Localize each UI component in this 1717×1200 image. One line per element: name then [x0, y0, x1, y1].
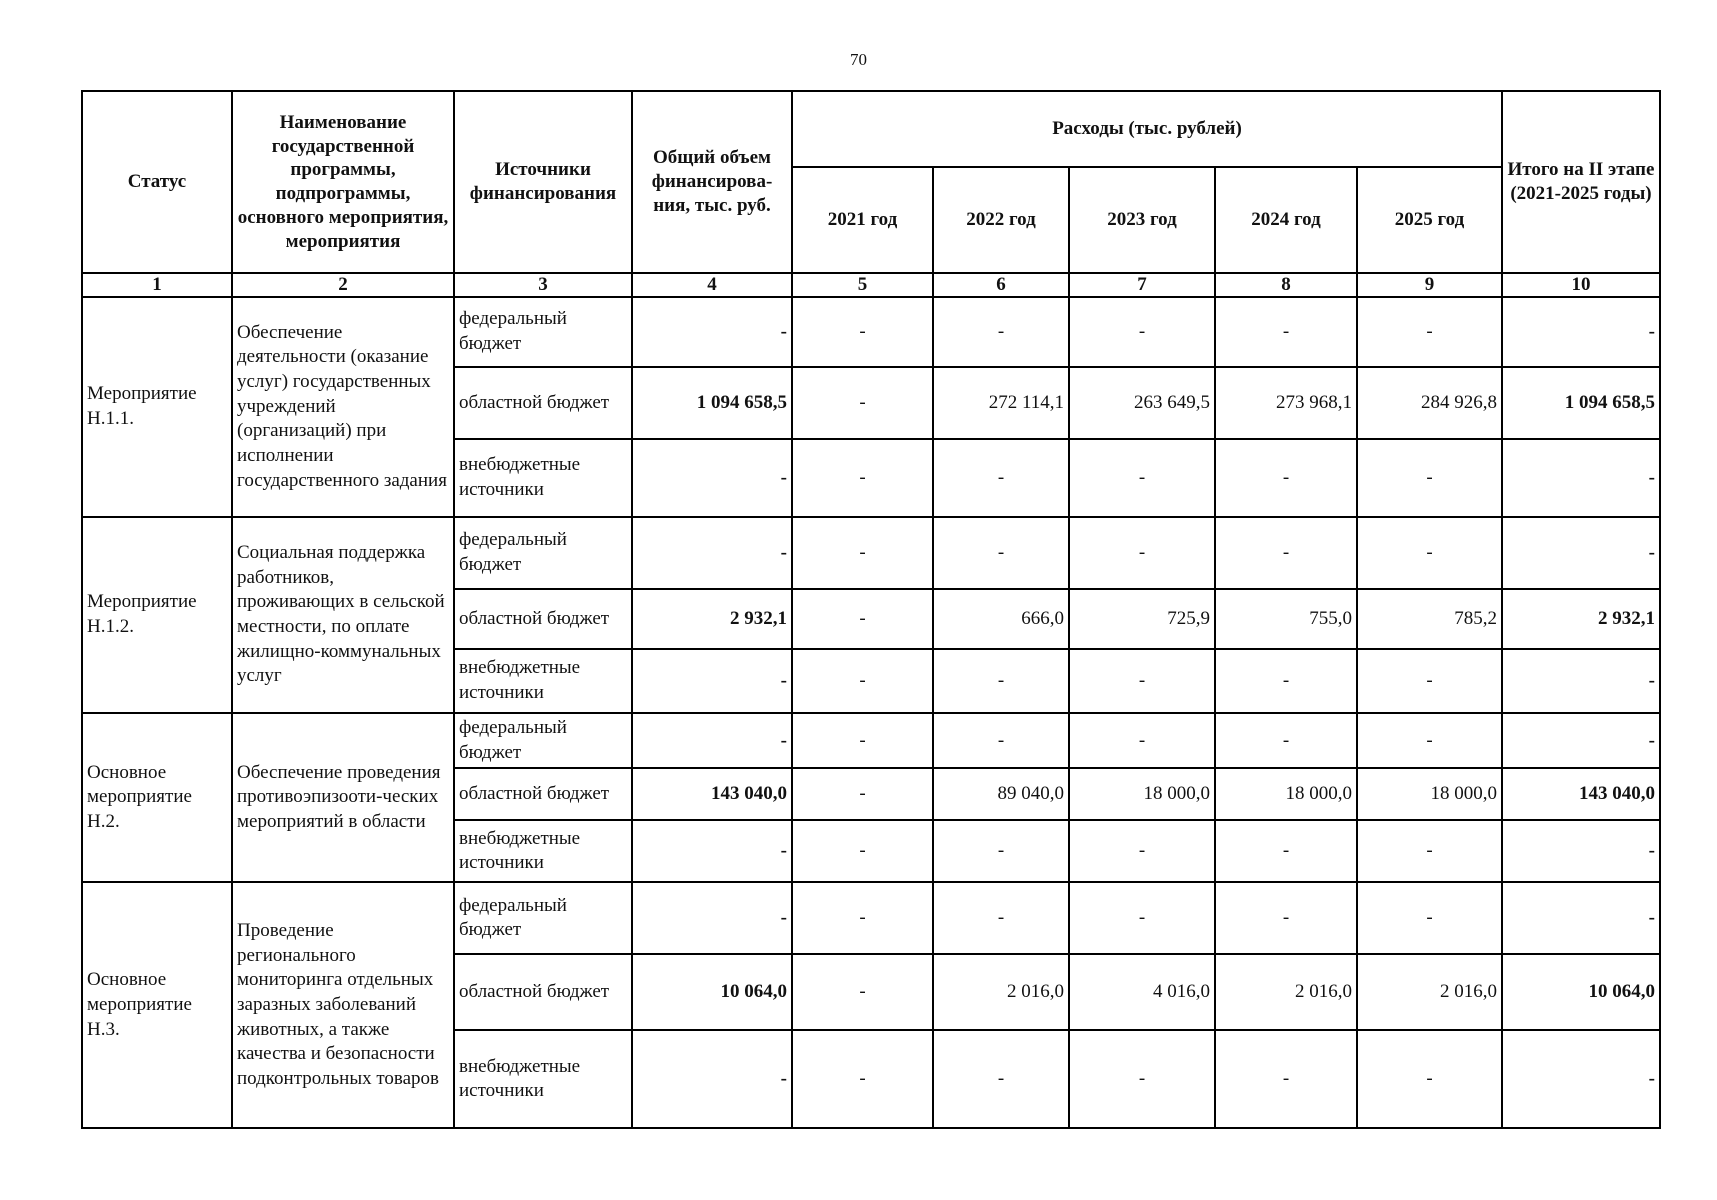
- header-year-2021: 2021 год: [792, 167, 933, 273]
- year-value-cell: -: [933, 517, 1069, 589]
- table-row: [82, 713, 1660, 768]
- year-value-cell: -: [1215, 439, 1357, 517]
- total-value-cell: -: [632, 820, 792, 882]
- funding-table: [81, 90, 1661, 1129]
- year-value-cell: -: [1069, 1030, 1215, 1128]
- year-value-cell: -: [792, 1030, 933, 1128]
- year-value-cell: 785,2: [1357, 589, 1502, 649]
- total-value-cell: 2 932,1: [632, 589, 792, 649]
- stage-total-cell: -: [1502, 297, 1660, 367]
- year-value-cell: 2 016,0: [1215, 954, 1357, 1030]
- total-value-cell: -: [632, 297, 792, 367]
- year-value-cell: -: [1069, 439, 1215, 517]
- column-number: 4: [632, 273, 792, 297]
- header-expenses: Расходы (тыс. рублей): [792, 91, 1502, 167]
- column-number: 9: [1357, 273, 1502, 297]
- header-status: Статус: [82, 91, 232, 273]
- stage-total-cell: -: [1502, 820, 1660, 882]
- year-value-cell: 18 000,0: [1215, 768, 1357, 820]
- year-value-cell: -: [792, 882, 933, 954]
- funding-source-cell: областной бюджет: [454, 768, 632, 820]
- stage-total-cell: 2 932,1: [1502, 589, 1660, 649]
- program-name-cell: Обеспечение проведения противоэпизооти-ческих мероприятий в области: [232, 713, 454, 882]
- stage-total-cell: -: [1502, 649, 1660, 713]
- stage-total-cell: -: [1502, 882, 1660, 954]
- column-number: 6: [933, 273, 1069, 297]
- year-value-cell: -: [1069, 517, 1215, 589]
- column-number: 2: [232, 273, 454, 297]
- year-value-cell: 18 000,0: [1069, 768, 1215, 820]
- total-value-cell: 10 064,0: [632, 954, 792, 1030]
- status-cell: Мероприятие Н.1.2.: [82, 517, 232, 713]
- program-name-cell: Социальная поддержка работников, проживающих в сельской местности, по оплате жилищно-коммунальных услуг: [232, 517, 454, 713]
- header-total: Общий объем финансирова-ния, тыс. руб.: [632, 91, 792, 273]
- stage-total-cell: -: [1502, 1030, 1660, 1128]
- header-year-2023: 2023 год: [1069, 167, 1215, 273]
- year-value-cell: -: [933, 713, 1069, 768]
- total-value-cell: -: [632, 1030, 792, 1128]
- year-value-cell: 272 114,1: [933, 367, 1069, 439]
- year-value-cell: -: [1069, 649, 1215, 713]
- year-value-cell: 89 040,0: [933, 768, 1069, 820]
- year-value-cell: 666,0: [933, 589, 1069, 649]
- funding-source-cell: федеральный бюджет: [454, 882, 632, 954]
- funding-source-cell: федеральный бюджет: [454, 297, 632, 367]
- year-value-cell: -: [1357, 649, 1502, 713]
- column-number: 10: [1502, 273, 1660, 297]
- header-year-2024: 2024 год: [1215, 167, 1357, 273]
- stage-total-cell: 1 094 658,5: [1502, 367, 1660, 439]
- funding-source-cell: федеральный бюджет: [454, 713, 632, 768]
- table-row: [82, 517, 1660, 589]
- year-value-cell: -: [1357, 820, 1502, 882]
- year-value-cell: -: [792, 297, 933, 367]
- year-value-cell: -: [792, 954, 933, 1030]
- column-number: 3: [454, 273, 632, 297]
- year-value-cell: -: [1069, 713, 1215, 768]
- total-value-cell: 1 094 658,5: [632, 367, 792, 439]
- column-numbers-row: [82, 273, 1660, 297]
- year-value-cell: 2 016,0: [1357, 954, 1502, 1030]
- status-cell: Мероприятие Н.1.1.: [82, 297, 232, 517]
- year-value-cell: -: [1069, 882, 1215, 954]
- year-value-cell: -: [933, 1030, 1069, 1128]
- funding-source-cell: внебюджетные источники: [454, 439, 632, 517]
- stage-total-cell: -: [1502, 439, 1660, 517]
- stage-total-cell: -: [1502, 517, 1660, 589]
- year-value-cell: -: [1069, 820, 1215, 882]
- table-body: [82, 297, 1660, 1128]
- year-value-cell: -: [1069, 297, 1215, 367]
- header-stage-total: Итого на II этапе (2021-2025 годы): [1502, 91, 1660, 273]
- year-value-cell: -: [933, 297, 1069, 367]
- year-value-cell: -: [933, 649, 1069, 713]
- program-name-cell: Обеспечение деятельности (оказание услуг) государственных учреждений (организаций) при исполнении государственного задания: [232, 297, 454, 517]
- year-value-cell: -: [792, 649, 933, 713]
- funding-source-cell: федеральный бюджет: [454, 517, 632, 589]
- year-value-cell: -: [1357, 297, 1502, 367]
- funding-source-cell: внебюджетные источники: [454, 649, 632, 713]
- year-value-cell: 273 968,1: [1215, 367, 1357, 439]
- year-value-cell: -: [792, 820, 933, 882]
- total-value-cell: 143 040,0: [632, 768, 792, 820]
- year-value-cell: -: [1215, 1030, 1357, 1128]
- year-value-cell: -: [1215, 649, 1357, 713]
- header-year-2025: 2025 год: [1357, 167, 1502, 273]
- header-sources: Источники финансирования: [454, 91, 632, 273]
- year-value-cell: -: [933, 882, 1069, 954]
- page-number: 70: [850, 50, 867, 69]
- funding-source-cell: областной бюджет: [454, 589, 632, 649]
- year-value-cell: -: [1357, 1030, 1502, 1128]
- year-value-cell: -: [1357, 713, 1502, 768]
- column-number: 7: [1069, 273, 1215, 297]
- funding-source-cell: внебюджетные источники: [454, 820, 632, 882]
- status-cell: Основное мероприятие Н.2.: [82, 713, 232, 882]
- year-value-cell: -: [1215, 517, 1357, 589]
- year-value-cell: -: [1357, 439, 1502, 517]
- year-value-cell: 18 000,0: [1357, 768, 1502, 820]
- year-value-cell: -: [1215, 297, 1357, 367]
- year-value-cell: 263 649,5: [1069, 367, 1215, 439]
- total-value-cell: -: [632, 882, 792, 954]
- year-value-cell: -: [1357, 517, 1502, 589]
- year-value-cell: -: [933, 820, 1069, 882]
- year-value-cell: 725,9: [1069, 589, 1215, 649]
- year-value-cell: 2 016,0: [933, 954, 1069, 1030]
- year-value-cell: -: [1215, 820, 1357, 882]
- funding-source-cell: областной бюджет: [454, 367, 632, 439]
- year-value-cell: -: [792, 517, 933, 589]
- table-row: [82, 297, 1660, 367]
- total-value-cell: -: [632, 713, 792, 768]
- column-number: 5: [792, 273, 933, 297]
- year-value-cell: -: [792, 367, 933, 439]
- year-value-cell: -: [1357, 882, 1502, 954]
- stage-total-cell: -: [1502, 713, 1660, 768]
- year-value-cell: -: [1215, 882, 1357, 954]
- status-cell: Основное мероприятие Н.3.: [82, 882, 232, 1128]
- funding-source-cell: внебюджетные источники: [454, 1030, 632, 1128]
- year-value-cell: -: [1215, 713, 1357, 768]
- year-value-cell: -: [792, 439, 933, 517]
- stage-total-cell: 10 064,0: [1502, 954, 1660, 1030]
- year-value-cell: -: [792, 713, 933, 768]
- year-value-cell: -: [792, 768, 933, 820]
- header-year-2022: 2022 год: [933, 167, 1069, 273]
- year-value-cell: 755,0: [1215, 589, 1357, 649]
- funding-source-cell: областной бюджет: [454, 954, 632, 1030]
- table-row: [82, 882, 1660, 954]
- stage-total-cell: 143 040,0: [1502, 768, 1660, 820]
- total-value-cell: -: [632, 517, 792, 589]
- program-name-cell: Проведение регионального мониторинга отдельных заразных заболеваний животных, а также качества и безопасности подконтрольных товаров: [232, 882, 454, 1128]
- year-value-cell: 284 926,8: [1357, 367, 1502, 439]
- column-number: 1: [82, 273, 232, 297]
- header-name: Наименование государственной программы, подпрограммы, основного мероприятия, мероприятия: [232, 91, 454, 273]
- year-value-cell: -: [792, 589, 933, 649]
- total-value-cell: -: [632, 649, 792, 713]
- column-number: 8: [1215, 273, 1357, 297]
- total-value-cell: -: [632, 439, 792, 517]
- year-value-cell: 4 016,0: [1069, 954, 1215, 1030]
- year-value-cell: -: [933, 439, 1069, 517]
